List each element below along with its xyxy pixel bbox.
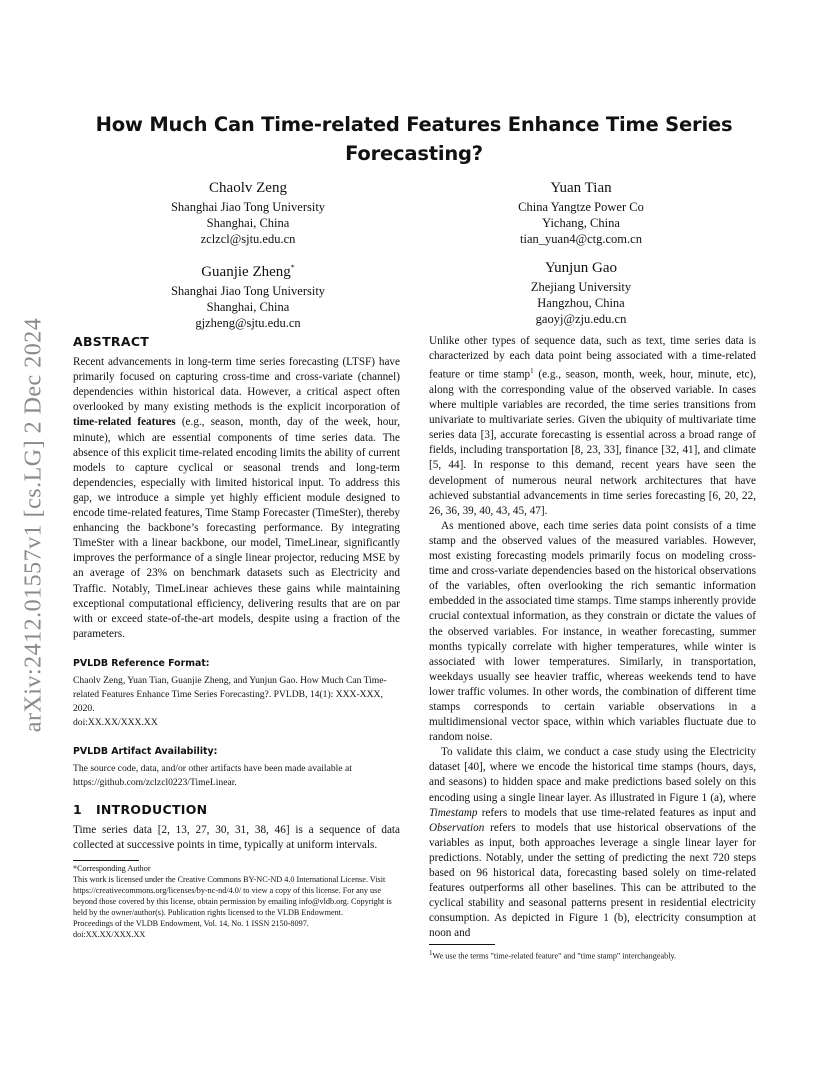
footnote-rule (429, 944, 495, 945)
author-affiliation: China Yangtze Power Co (518, 200, 644, 214)
author-name: Chaolv Zeng (209, 180, 287, 196)
artifact-heading: PVLDB Artifact Availability: (73, 745, 218, 757)
author-email: gaoyj@zju.edu.cn (535, 312, 627, 326)
author-location: Hangzhou, China (537, 296, 625, 310)
artifact-text: The source code, data, and/or other artifacts have been made available at https://github.com/zclzcl0223/TimeLinear. (73, 763, 352, 789)
author-email: tian_yuan4@ctg.com.cn (520, 232, 642, 246)
author-block (431, 178, 731, 247)
footnote-mark: 1 (530, 367, 534, 376)
corresponding-author-note: *Corresponding Author (73, 864, 151, 873)
reference-format-text: Chaolv Zeng, Yuan Tian, Guanjie Zheng, and Yunjun Gao. How Much Can Time-related Features Enhance Time Series Forecasting?. PVLDB, 14(1): XXX-XXX, 2020. doi:XX.XX/XXX.XX (73, 674, 387, 728)
intro-paragraph: Time series data [2, 13, 27, 30, 31, 38, 46] is a sequence of data collected at successive points in time, typically at uniform intervals. (73, 824, 400, 852)
right-footnote: $^1$We use the terms "time-related feature" and "time stamp" interchangeably. (429, 949, 677, 961)
license-note: This work is licensed under the Creative Commons BY-NC-ND 4.0 International License. Visit https://creativecommons.org/licenses/by-nc-nd/4.0/ to view a copy of this license. For any use beyond those covered by this license, obtain permission by emailing info@vldb.org. Copyright is held by the owner/author(s). Publication rights licensed to the VLDB Endowment. (73, 875, 392, 917)
left-column (73, 334, 400, 853)
introduction-heading: 1 INTRODUCTION (73, 802, 208, 818)
abstract-heading: ABSTRACT (73, 334, 150, 349)
body-paragraph: Unlike other types of sequence data, such as text, time series data is characterized by each data point being associated with a time-related feature or time stamp$^1$ (e.g., season, month, week, hour, minute, etc), along with the corresponding value of the observed variable. In cases where multiple variables are recorded, the time series transitions from univariate to multivariate series. Given the ubiquity of multivariate time series data [3], accurate forecasting is essential across a broad range of fields, including transportation [8, 23, 33], finance [32, 41], and climate [5, 44]. In response to this demand, recent years have seen the development of numerous neural network architectures that have achieved substantial advancements in time series forecasting [6, 20, 22, 26, 36, 39, 40, 43, 45, 47]. (429, 335, 756, 517)
doi-note: doi:XX.XX/XXX.XX (73, 930, 146, 939)
author-name: Guanjie Zheng* (201, 263, 295, 280)
body-paragraph: To validate this claim, we conduct a case study using the Electricity dataset [40], where we encode the historical time stamps (hours, days, and seasons) to hidden space and make predictions based solely on this encoding using a single linear layer. As illustrated in Figure 1 (a), where Timestamp refers to models that use time-related features as input and Observation refers to models that use historical observations of the variables as input, both approaches leverage a single linear layer for predictions. Notably, under the setting of predicting the next 720 steps based on 96 historical data, forecasting based solely on time-related features outperforms all other baselines. This can be attributed to the cyclical stability and seasonal patterns present in residential electricity consumption. As depicted in Figure 1 (b), electricity consumption at noon and (429, 746, 756, 940)
paper-title: How Much Can Time-related Features Enhance Time Series Forecasting? (95, 113, 733, 165)
author-block (98, 258, 398, 331)
arxiv-identifier: arXiv:2412.01557v1 [cs.LG] 2 Dec 2024 (20, 317, 47, 733)
author-email: zclzcl@sjtu.edu.cn (200, 232, 296, 246)
author-location: Yichang, China (542, 216, 620, 230)
abstract-text: Recent advancements in long-term time series forecasting (LTSF) have primarily focused on capturing cross-time and cross-variate (channel) dependencies within historical data. However, a critical aspect often overlooked by many existing methods is the explicit incorporation of time-related features (e.g., season, month, day of the week, hour, minute), which are essential components of time series data. The absence of this explicit time-related encoding limits the ability of current models to capture cyclical or seasonal trends and long-term dependencies, especially with limited historical input. To address this gap, we introduce a simple yet highly efficient module designed to encode time-related features, Time Stamp Forecaster (TimeSter), thereby enhancing the backbone’s forecasting performance. By integrating TimeSter with a linear backbone, our model, TimeLinear, significantly improves the performance of a single linear projector, reducing MSE by an average of 23% on benchmark datasets such as Electricity and Traffic. Notably, TimeLinear achieves these gains while maintaining exceptional computational efficiency, delivering results that are on par with or exceed state-of-the-art models, despite using a fraction of the parameters. (73, 356, 400, 640)
author-affiliation: Shanghai Jiao Tong University (170, 284, 326, 298)
corresponding-mark: * (290, 263, 295, 272)
reference-format-heading: PVLDB Reference Format: (73, 657, 210, 669)
author-name: Yunjun Gao (544, 260, 618, 276)
author-affiliation: Zhejiang University (530, 280, 632, 294)
left-footnotes (73, 863, 400, 940)
author-location: Shanghai, China (206, 300, 290, 314)
footnote-rule (73, 860, 139, 861)
author-affiliation: Shanghai Jiao Tong University (170, 200, 326, 214)
right-column (429, 334, 756, 941)
author-block (431, 258, 731, 327)
author-email: gjzheng@sjtu.edu.cn (195, 316, 301, 330)
proceedings-note: Proceedings of the VLDB Endowment, Vol. 14, No. 1 ISSN 2150-8097. (73, 919, 309, 928)
author-name: Yuan Tian (550, 180, 612, 196)
author-location: Shanghai, China (206, 216, 290, 230)
body-paragraph: As mentioned above, each time series data point consists of a time stamp and the observed values of the measured variables. However, most existing forecasting models primarily focus on modeling cross-time and cross-variate dependencies based on the historical observations of the variables, often overlooking the rich semantic information embedded in the associated time stamps. Time stamps inherently provide crucial contextual information, as they constrain or dictate the values of the observed variables. For instance, in weather forecasting, summer months typically correlate with higher temperatures, while winter is associated with lower temperatures. Similarly, in transportation, weekdays usually see heavier traffic, whereas weekends tend to have lower traffic volumes. In other words, the combination of different time stamps corresponds to certain variable observations in a multidimensional vector space, within which variables fluctuate due to random noise. (429, 519, 756, 744)
author-block (98, 178, 398, 247)
